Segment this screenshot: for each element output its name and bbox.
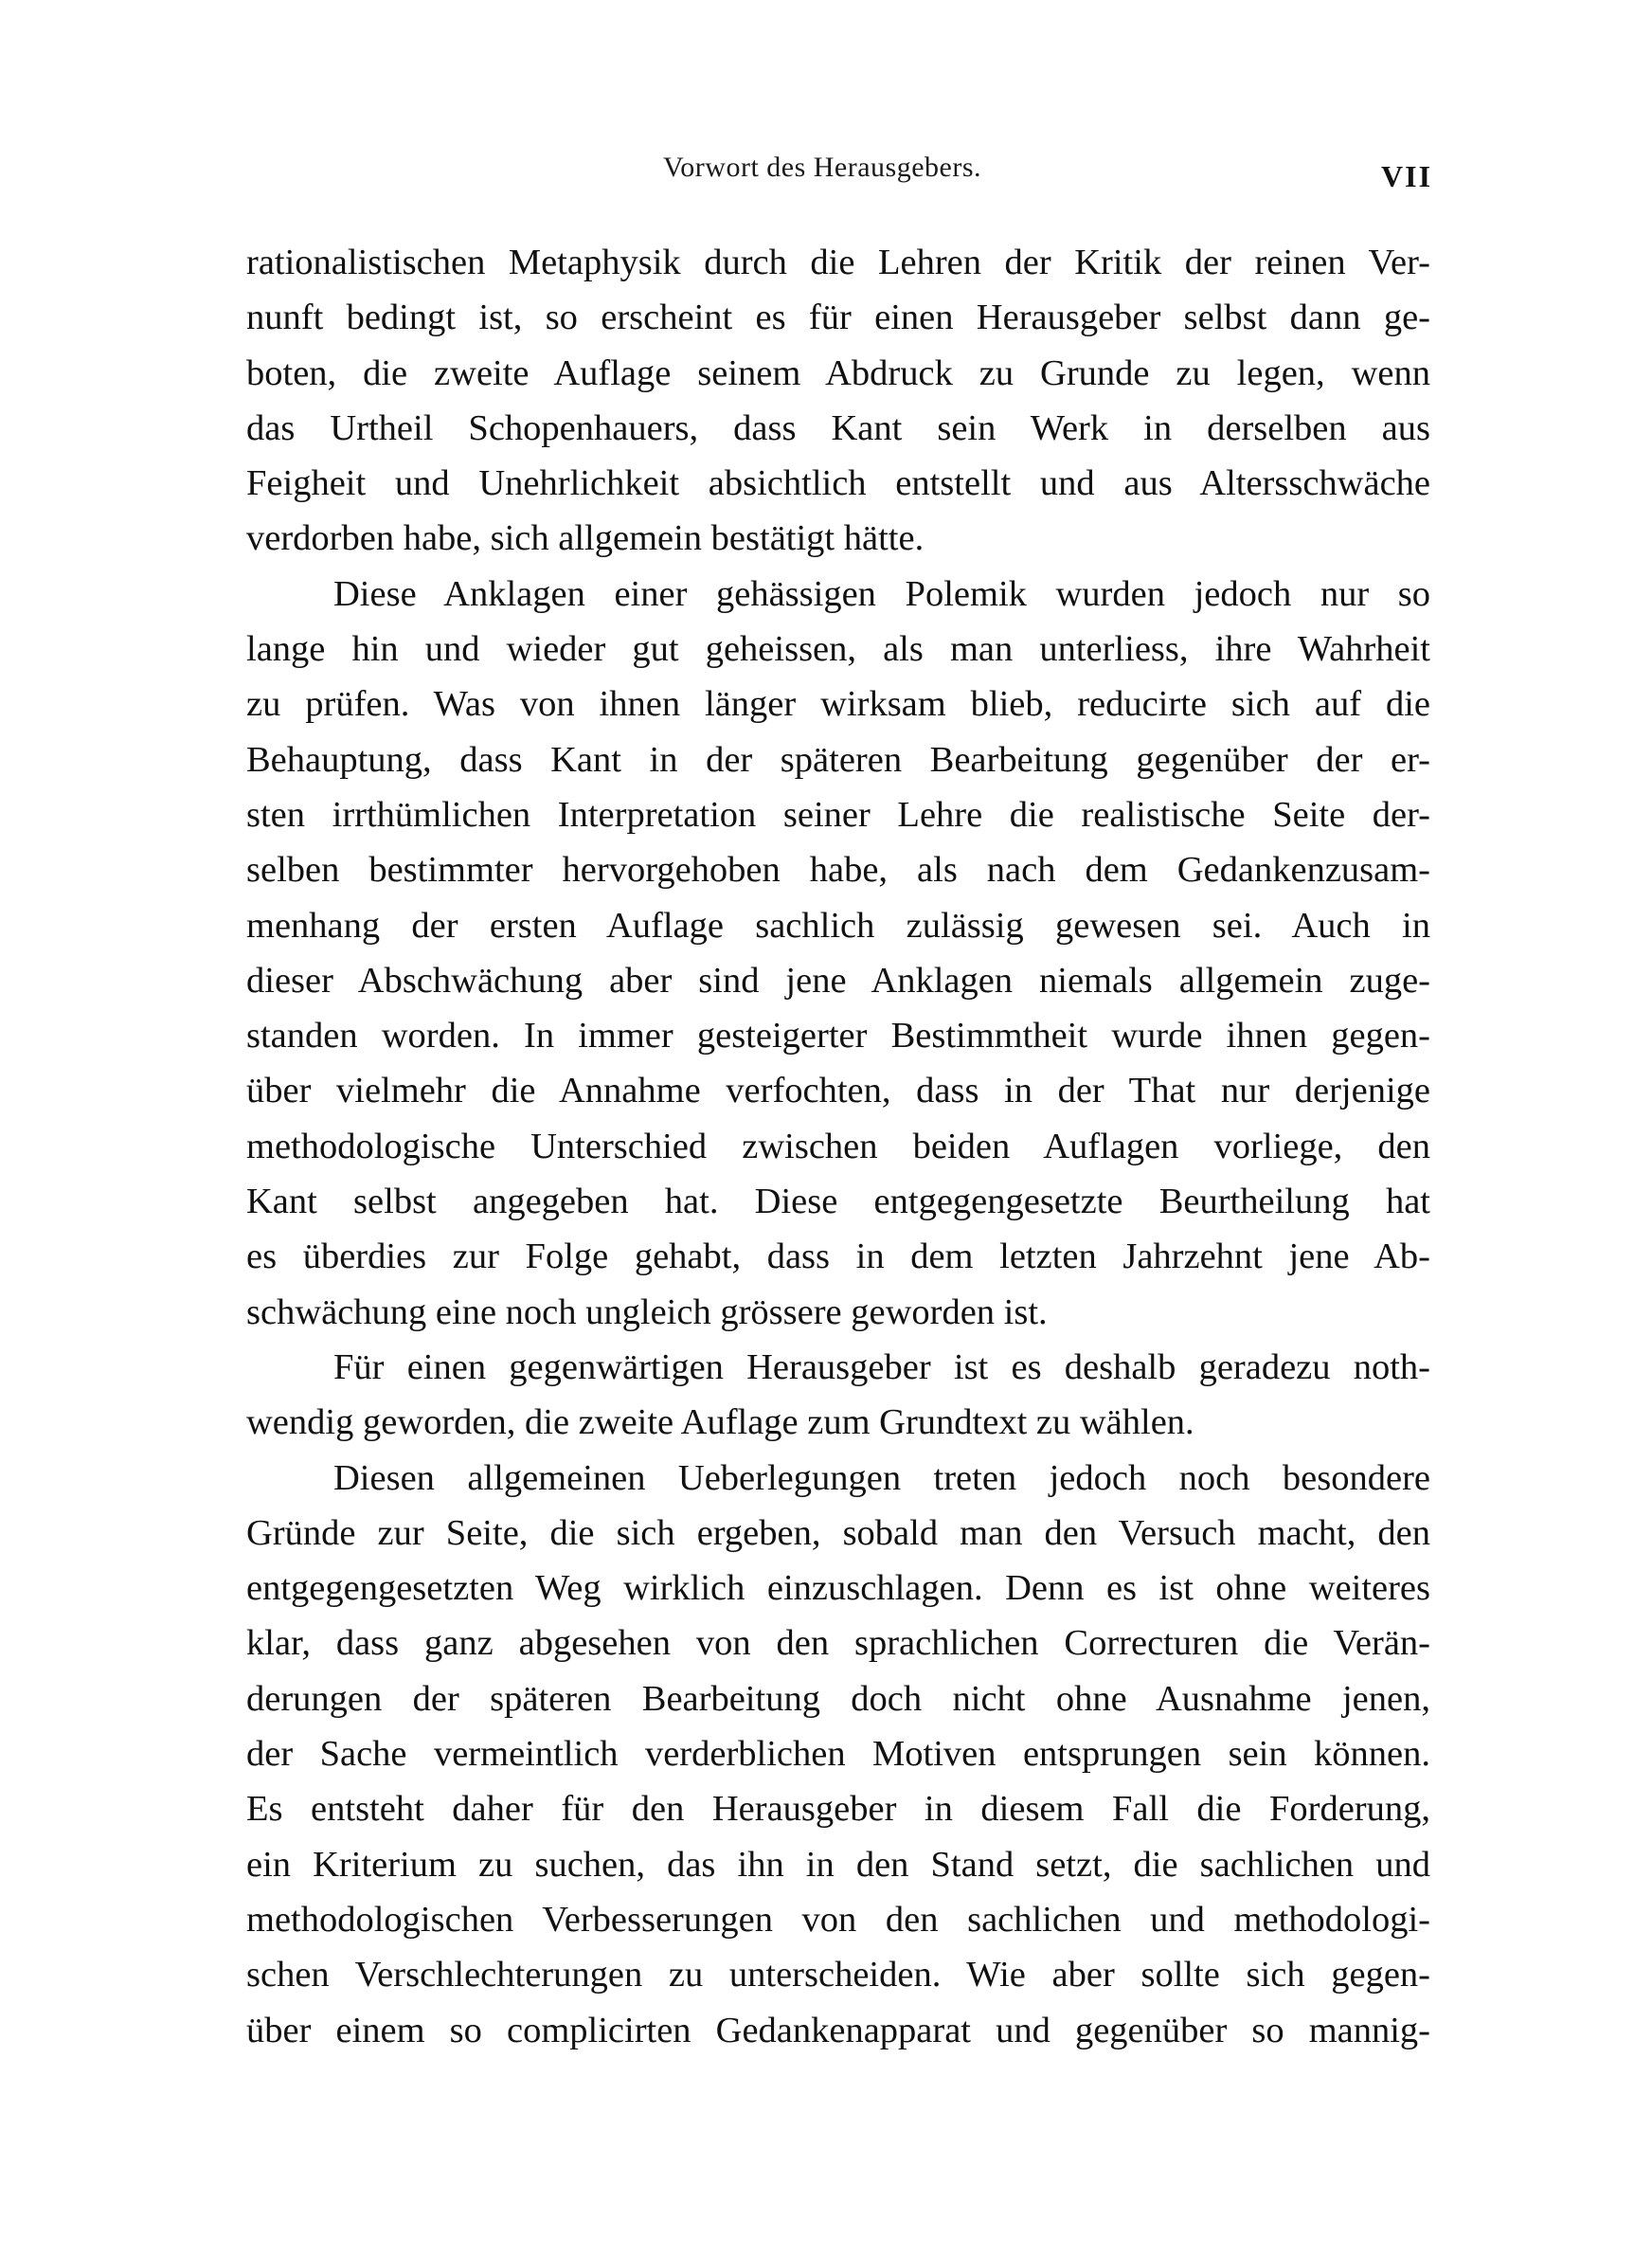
- text-line: verdorben habe, sich allgemein bestätigt hätte.: [246, 518, 925, 559]
- text-line: es überdies zur Folge gehabt, dass in dem letzten Jahrzehnt jene Ab-: [246, 1237, 1430, 1277]
- text-line: Gründe zur Seite, die sich ergeben, sobald man den Versuch macht, den: [246, 1512, 1430, 1553]
- text-line: boten, die zweite Auflage seinem Abdruck zu Grunde zu legen, wenn: [246, 352, 1430, 393]
- text-line: über vielmehr die Annahme verfochten, dass in der That nur derjenige: [246, 1071, 1430, 1111]
- text-line: Feigheit und Unehrlichkeit absichtlich entstellt und aus Altersschwäche: [246, 463, 1430, 504]
- text-line: ein Kriterium zu suchen, das ihn in den Stand setzt, die sachlichen und: [246, 1844, 1430, 1885]
- text-line: lange hin und wieder gut geheissen, als man unterliess, ihre Wahrheit: [246, 629, 1430, 670]
- text-line: wendig geworden, die zweite Auflage zum Grundtext zu wählen.: [246, 1402, 1194, 1443]
- running-header-title: Vorwort des Herausgebers.: [663, 152, 982, 183]
- text-line: schwächung eine noch ungleich grössere geworden ist.: [246, 1291, 1048, 1332]
- text-line: selben bestimmter hervorgehoben habe, als nach dem Gedankenzusam-: [246, 850, 1430, 891]
- text-line: nunft bedingt ist, so erscheint es für einen Herausgeber selbst dann ge-: [246, 298, 1430, 338]
- text-line: Diese Anklagen einer gehässigen Polemik wurden jedoch nur so: [333, 573, 1430, 614]
- paragraph: [246, 1340, 1430, 1451]
- text-line: Kant selbst angegeben hat. Diese entgegengesetzte Beurtheilung hat: [246, 1182, 1430, 1222]
- text-line: klar, dass ganz abgesehen von den sprachlichen Correcturen die Verän-: [246, 1623, 1430, 1664]
- text-line: schen Verschlechterungen zu unterscheiden. Wie aber sollte sich gegen-: [246, 1955, 1430, 1995]
- page-number: VII: [1381, 159, 1433, 193]
- text-line: das Urtheil Schopenhauers, dass Kant sein Werk in derselben aus: [246, 407, 1430, 448]
- text-line: sten irrthümlichen Interpretation seiner Lehre die realistische Seite der-: [246, 794, 1430, 835]
- text-line: Behauptung, dass Kant in der späteren Bearbeitung gegenüber der er-: [246, 739, 1430, 780]
- text-line: Es entsteht daher für den Herausgeber in diesem Fall die Forderung,: [246, 1789, 1430, 1830]
- text-line: methodologische Unterschied zwischen beiden Auflagen vorliege, den: [246, 1126, 1430, 1166]
- paragraph: [246, 1451, 1430, 2058]
- text-line: menhang der ersten Auflage sachlich zulässig gewesen sei. Auch in: [246, 905, 1430, 946]
- text-line: Für einen gegenwärtigen Herausgeber ist es deshalb geradezu noth-: [333, 1346, 1430, 1387]
- text-line: Diesen allgemeinen Ueberlegungen treten jedoch noch besondere: [333, 1457, 1430, 1498]
- text-line: rationalistischen Metaphysik durch die Lehren der Kritik der reinen Ver-: [246, 243, 1430, 282]
- paragraph: [246, 235, 1430, 567]
- text-line: der Sache vermeintlich verderblichen Motiven entsprungen sein können.: [246, 1734, 1430, 1775]
- text-line: standen worden. In immer gesteigerter Bestimmtheit wurde ihnen gegen-: [246, 1016, 1430, 1056]
- text-line: zu prüfen. Was von ihnen länger wirksam blieb, reducirte sich auf die: [246, 684, 1430, 725]
- text-line: methodologischen Verbesserungen von den sachlichen und methodologi-: [246, 1899, 1430, 1940]
- text-line: dieser Abschwächung aber sind jene Anklagen niemals allgemein zuge-: [246, 960, 1430, 1001]
- paragraph: [246, 567, 1430, 1340]
- text-line: über einem so complicirten Gedankenapparat und gegenüber so mannig-: [246, 2010, 1430, 2050]
- text-line: entgegengesetzten Weg wirklich einzuschlagen. Denn es ist ohne weiteres: [246, 1568, 1430, 1609]
- text-line: derungen der späteren Bearbeitung doch nicht ohne Ausnahme jenen,: [246, 1678, 1430, 1719]
- body-text: [246, 235, 1430, 2058]
